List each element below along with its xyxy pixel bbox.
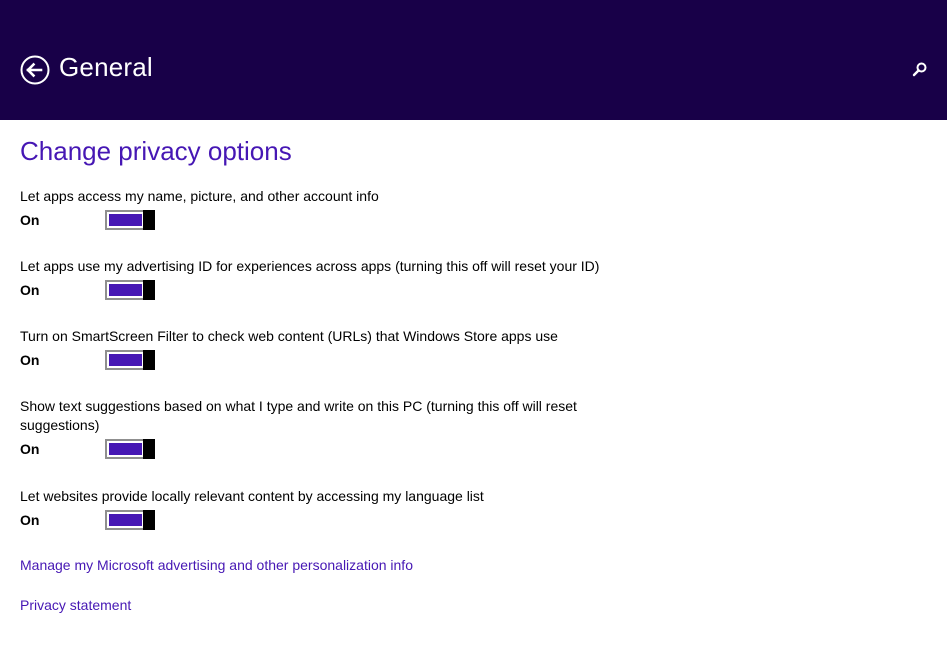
toggle-state: On — [20, 282, 40, 298]
toggle-thumb[interactable] — [143, 510, 155, 530]
setting-label: Let websites provide locally relevant content by accessing my language list — [20, 488, 484, 504]
advertising-id-toggle[interactable] — [105, 280, 155, 300]
toggle-fill — [109, 214, 142, 226]
toggle-thumb[interactable] — [143, 210, 155, 230]
toggle-state: On — [20, 212, 40, 228]
language-list-toggle[interactable] — [105, 510, 155, 530]
toggle-row — [20, 210, 640, 232]
toggle-state: On — [20, 352, 40, 368]
manage-advertising-link[interactable]: Manage my Microsoft advertising and other personalization info — [20, 557, 413, 573]
toggle-fill — [109, 354, 142, 366]
page-title: General — [59, 52, 153, 82]
search-button[interactable] — [910, 60, 930, 80]
search-icon — [910, 60, 930, 80]
toggle-row — [20, 350, 640, 372]
setting-smartscreen — [20, 327, 640, 372]
setting-account-info — [20, 187, 640, 232]
setting-advertising-id — [20, 257, 640, 302]
setting-label: Let apps access my name, picture, and other account info — [20, 188, 379, 204]
setting-label: Let apps use my advertising ID for experiences across apps (turning this off will reset your ID) — [20, 258, 600, 274]
back-button[interactable] — [20, 55, 50, 85]
toggle-row — [20, 439, 610, 461]
toggle-state: On — [20, 441, 40, 457]
setting-text-suggestions — [20, 397, 610, 461]
toggle-thumb[interactable] — [143, 350, 155, 370]
text-suggestions-toggle[interactable] — [105, 439, 155, 459]
smartscreen-toggle[interactable] — [105, 350, 155, 370]
toggle-fill — [109, 284, 142, 296]
toggle-thumb[interactable] — [143, 439, 155, 459]
setting-language-list — [20, 487, 640, 532]
account-info-toggle[interactable] — [105, 210, 155, 230]
setting-label: Turn on SmartScreen Filter to check web content (URLs) that Windows Store apps use — [20, 328, 558, 344]
toggle-fill — [109, 443, 142, 455]
back-arrow-circle-icon — [20, 55, 50, 85]
header-bar — [0, 0, 947, 120]
toggle-fill — [109, 514, 142, 526]
setting-label: Show text suggestions based on what I type and write on this PC (turning this off will reset suggestions) — [20, 398, 577, 433]
toggle-thumb[interactable] — [143, 280, 155, 300]
toggle-row — [20, 510, 640, 532]
privacy-statement-link[interactable]: Privacy statement — [20, 597, 132, 613]
toggle-row — [20, 280, 640, 302]
section-title: Change privacy options — [20, 136, 292, 166]
toggle-state: On — [20, 512, 40, 528]
